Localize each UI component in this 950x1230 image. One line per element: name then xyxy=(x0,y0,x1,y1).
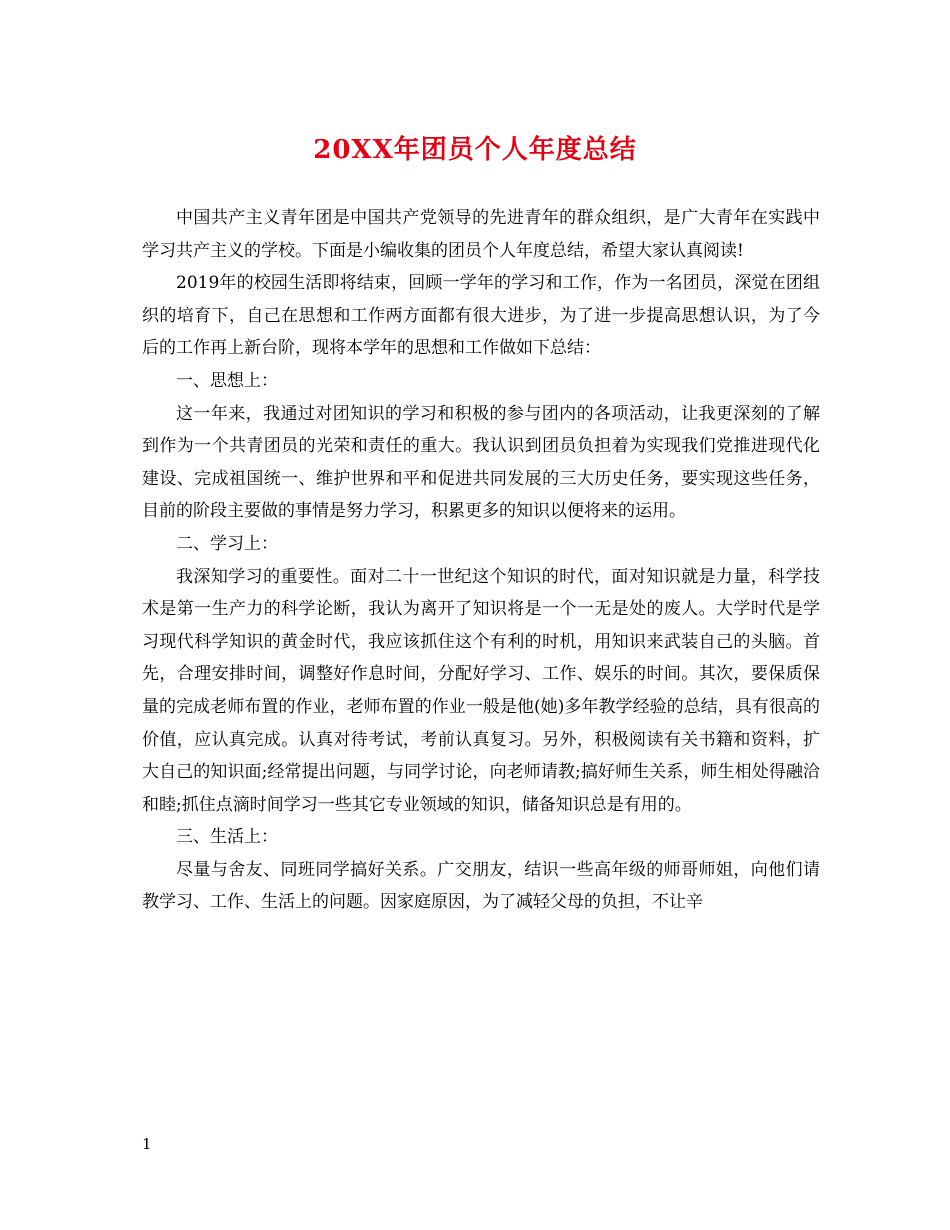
paragraph-study: 我深知学习的重要性。面对二十一世纪这个知识的时代，面对知识就是力量，科学技术是第一生产力的科学论断，我认为离开了知识将是一个一无是处的废人。大学时代是学习现代科学知识的黄金时代，我应该抓住这个有利的时机，用知识来武装自己的头脑。首先，合理安排时间，调整好作息时间，分配好学习、工作、娱乐的时间。其次，要保质保量的完成老师布置的作业，老师布置的作业一般是他(她)多年教学经验的总结，具有很高的价值，应认真完成。认真对待考试，考前认真复习。另外，积极阅读有关书籍和资料，扩大自己的知识面;经常提出问题，与同学讨论，向老师请教;搞好师生关系，师生相处得融洽和睦;抓住点滴时间学习一些其它专业领域的知识，储备知识总是有用的。 xyxy=(142,566,820,815)
document-title: 20XX年团员个人年度总结 xyxy=(313,135,637,165)
paragraph-overview: 2019年的校园生活即将结束，回顾一学年的学习和工作，作为一名团员，深觉在团组织的培育下，自己在思想和工作两方面都有很大进步，为了进一步提高思想认识，为了今后的工作再上新台阶，现将本学年的思想和工作做如下总结： xyxy=(142,273,820,359)
paragraph-intro: 中国共产主义青年团是中国共产党领导的先进青年的群众组织，是广大青年在实践中学习共产主义的学校。下面是小编收集的团员个人年度总结，希望大家认真阅读! xyxy=(142,208,820,261)
paragraph-life: 尽量与舍友、同班同学搞好关系。广交朋友，结识一些高年级的师哥师姐，向他们请教学习、工作、生活上的问题。因家庭原因，为了减轻父母的负担，不让辛 xyxy=(142,859,820,913)
page-number: 1 xyxy=(142,1135,152,1153)
section-heading-life: 三、生活上： xyxy=(176,827,278,848)
section-heading-thought: 一、思想上： xyxy=(176,370,278,391)
section-heading-study: 二、学习上： xyxy=(176,533,278,554)
document-body xyxy=(142,202,820,919)
paragraph-thought: 这一年来，我通过对团知识的学习和积极的参与团内的各项活动，让我更深刻的了解到作为一个共青团员的光荣和责任的重大。我认识到团员负担着为实现我们党推进现代化建设、完成祖国统一、维护世界和平和促进共同发展的三大历史任务，要实现这些任务，目前的阶段主要做的事情是努力学习，积累更多的知识以便将来的运用。 xyxy=(142,403,820,522)
